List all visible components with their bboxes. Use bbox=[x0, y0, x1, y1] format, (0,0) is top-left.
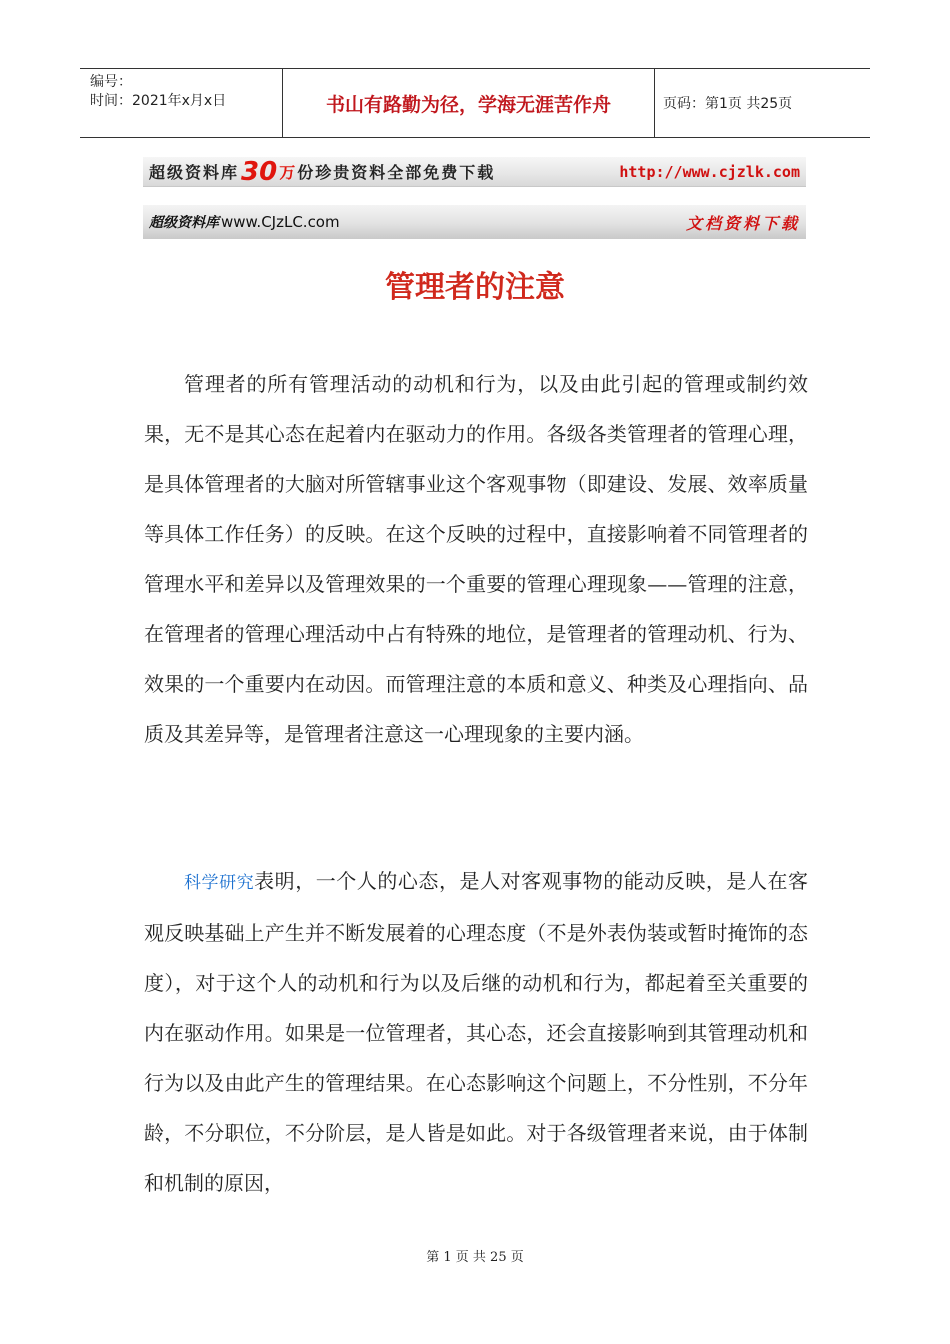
science-research-link[interactable]: 科学研究 bbox=[184, 873, 255, 893]
date-label: 时间：2021年x月x日 bbox=[90, 93, 227, 109]
header-page-info: 页码：第1页 共25页 bbox=[663, 96, 793, 112]
banner-text-b: 万 bbox=[279, 163, 298, 182]
header-table bbox=[80, 68, 870, 138]
header-meta bbox=[80, 69, 282, 137]
paragraph-2-text: 表明，一个人的心态，是人对客观事物的能动反映，是人在客观反映基础上产生并不断发展着的心理态度（不是外表伪装或暂时掩饰的态度），对于这个人的动机和行为以及后继的动机和行为，都起着至关重要的内在驱动作用。如果是一位管理者，其心态，还会直接影响到其管理动机和行为以及由此产生的管理结果。在心态影响这个问题上，不分性别，不分年龄，不分职位，不分阶层，是人皆是如此。对于各级管理者来说，由于体制和机制的原因， bbox=[144, 869, 809, 1195]
banner-site-link[interactable]: www.CJzLC.com bbox=[221, 213, 340, 231]
banner-url-link[interactable]: http://www.cjzlk.com bbox=[619, 162, 800, 181]
paragraph-2 bbox=[144, 856, 808, 1208]
banner-number: 30 bbox=[241, 156, 278, 187]
banner-slogan: 文档资料下载 bbox=[685, 213, 800, 233]
header-motto: 书山有路勤为径，学海无涯苦作舟 bbox=[282, 69, 655, 137]
number-label: 编号： bbox=[90, 74, 132, 90]
banner-text-c: 份珍贵资料全部免费下载 bbox=[297, 163, 496, 182]
page-footer: 第 1 页 共 25 页 bbox=[426, 1250, 524, 1265]
ad-banner-top[interactable] bbox=[143, 157, 806, 187]
document-title: 管理者的注意 bbox=[385, 270, 565, 305]
banner-logo-text: 超级资料库 bbox=[149, 215, 219, 231]
paragraph-1: 管理者的所有管理活动的动机和行为，以及由此引起的管理或制约效果，无不是其心态在起着内在驱动力的作用。各级各类管理者的管理心理，是具体管理者的大脑对所管辖事业这个客观事物（即建设、发展、效率质量等具体工作任务）的反映。在这个反映的过程中，直接影响着不同管理者的管理水平和差异以及管理效果的一个重要的管理心理现象——管理的注意，在管理者的管理心理活动中占有特殊的地位，是管理者的管理动机、行为、效果的一个重要内在动因。而管理注意的本质和意义、种类及心理指向、品质及其差异等，是管理者注意这一心理现象的主要内涵。 bbox=[144, 372, 808, 746]
banner-text-a: 超级资料库 bbox=[149, 163, 240, 182]
ad-banner-bottom[interactable] bbox=[143, 205, 806, 239]
